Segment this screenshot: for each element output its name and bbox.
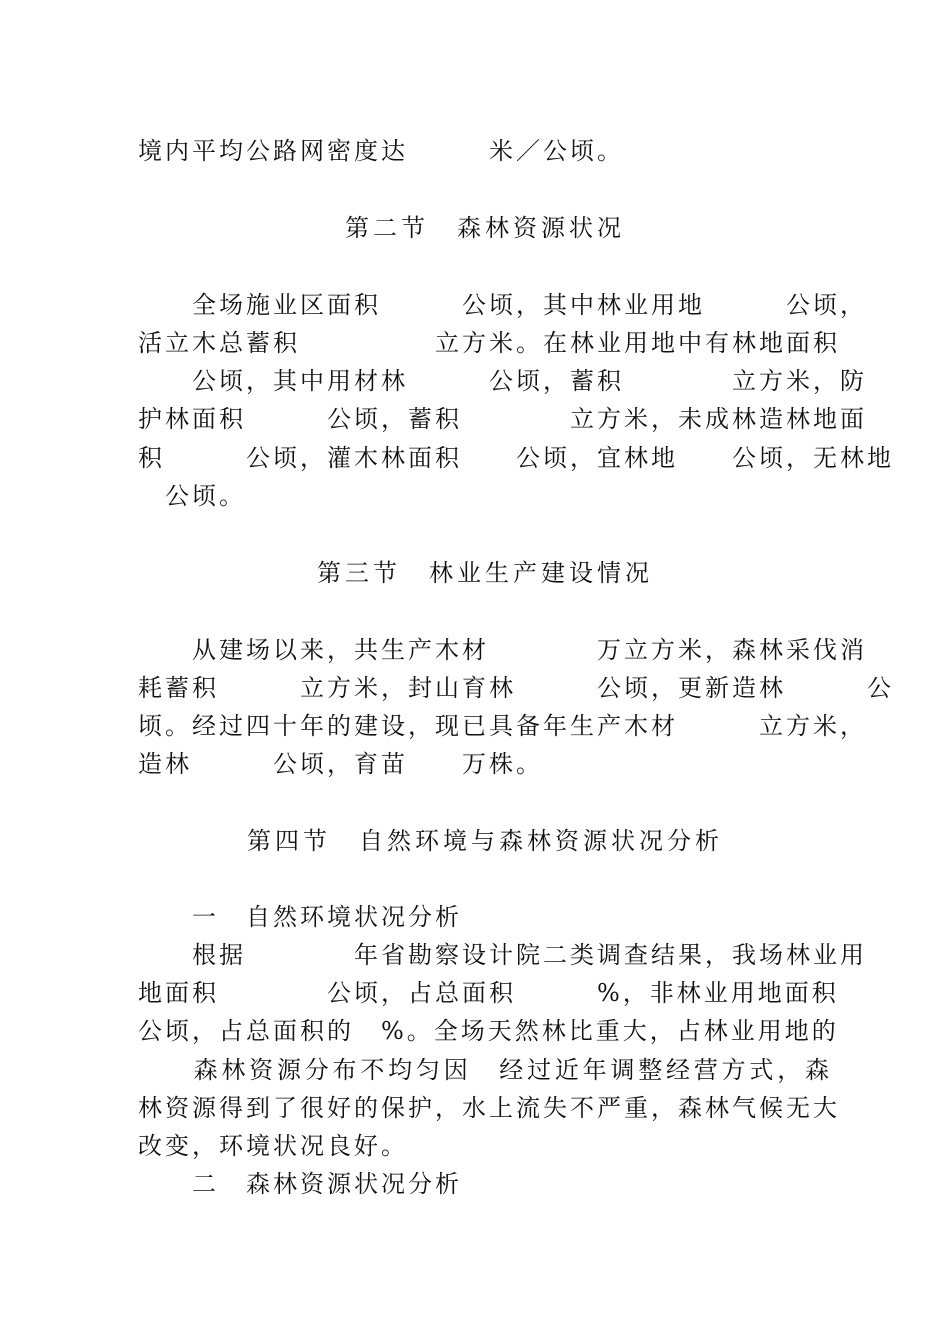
paragraph-line: 全场施业区面积 公顷，其中林业用地 公顷， <box>138 291 867 319</box>
paragraph-line: 地面积 公顷，占总面积 %，非林业用地面积 <box>138 979 866 1007</box>
paragraph-line: 根据 年省勘察设计院二类调查结果，我场林业用 <box>138 941 867 969</box>
section-heading-4: 第四节 自然环境与森林资源状况分析 <box>247 827 723 855</box>
paragraph-line: 护林面积 公顷，蓄积 立方米，未成林造林地面 <box>138 405 867 433</box>
paragraph-line: 顷。经过四十年的建设，现已具备年生产木材 立方米， <box>138 712 867 740</box>
paragraph-line: 造林 公顷，育苗 万株。 <box>138 750 543 778</box>
paragraph-line: 耗蓄积 立方米，封山育林 公顷，更新造林 公 <box>138 674 894 702</box>
paragraph-line: 森林资源分布不均匀因 经过近年调整经营方式，森 <box>138 1056 832 1084</box>
section-heading-3: 第三节 林业生产建设情况 <box>317 559 653 587</box>
paragraph-line: 公顷，占总面积的 %。全场天然林比重大，占林业用地的 <box>138 1017 839 1045</box>
subsection-heading-1: 一 自然环境状况分析 <box>138 903 462 931</box>
paragraph-line: 活立木总蓄积 立方米。在林业用地中有林地面积 <box>138 329 840 357</box>
paragraph-line: 从建场以来，共生产木材 万立方米，森林采伐消 <box>138 636 867 664</box>
paragraph-line: 公顷，其中用材林 公顷，蓄积 立方米，防 <box>138 367 867 395</box>
paragraph-line: 积 公顷，灌木林面积 公顷，宜林地 公顷，无林地 <box>138 444 894 472</box>
subsection-heading-2: 二 森林资源状况分析 <box>138 1170 462 1198</box>
paragraph-line: 公顷。 <box>138 482 246 510</box>
paragraph-line: 改变，环境状况良好。 <box>138 1132 408 1160</box>
section-heading-2: 第二节 森林资源状况 <box>345 214 625 242</box>
paragraph-line: 林资源得到了很好的保护，水上流失不严重，森林气候无大 <box>138 1094 840 1122</box>
text-line-road-density: 境内平均公路网密度达 米／公顷。 <box>138 137 624 165</box>
